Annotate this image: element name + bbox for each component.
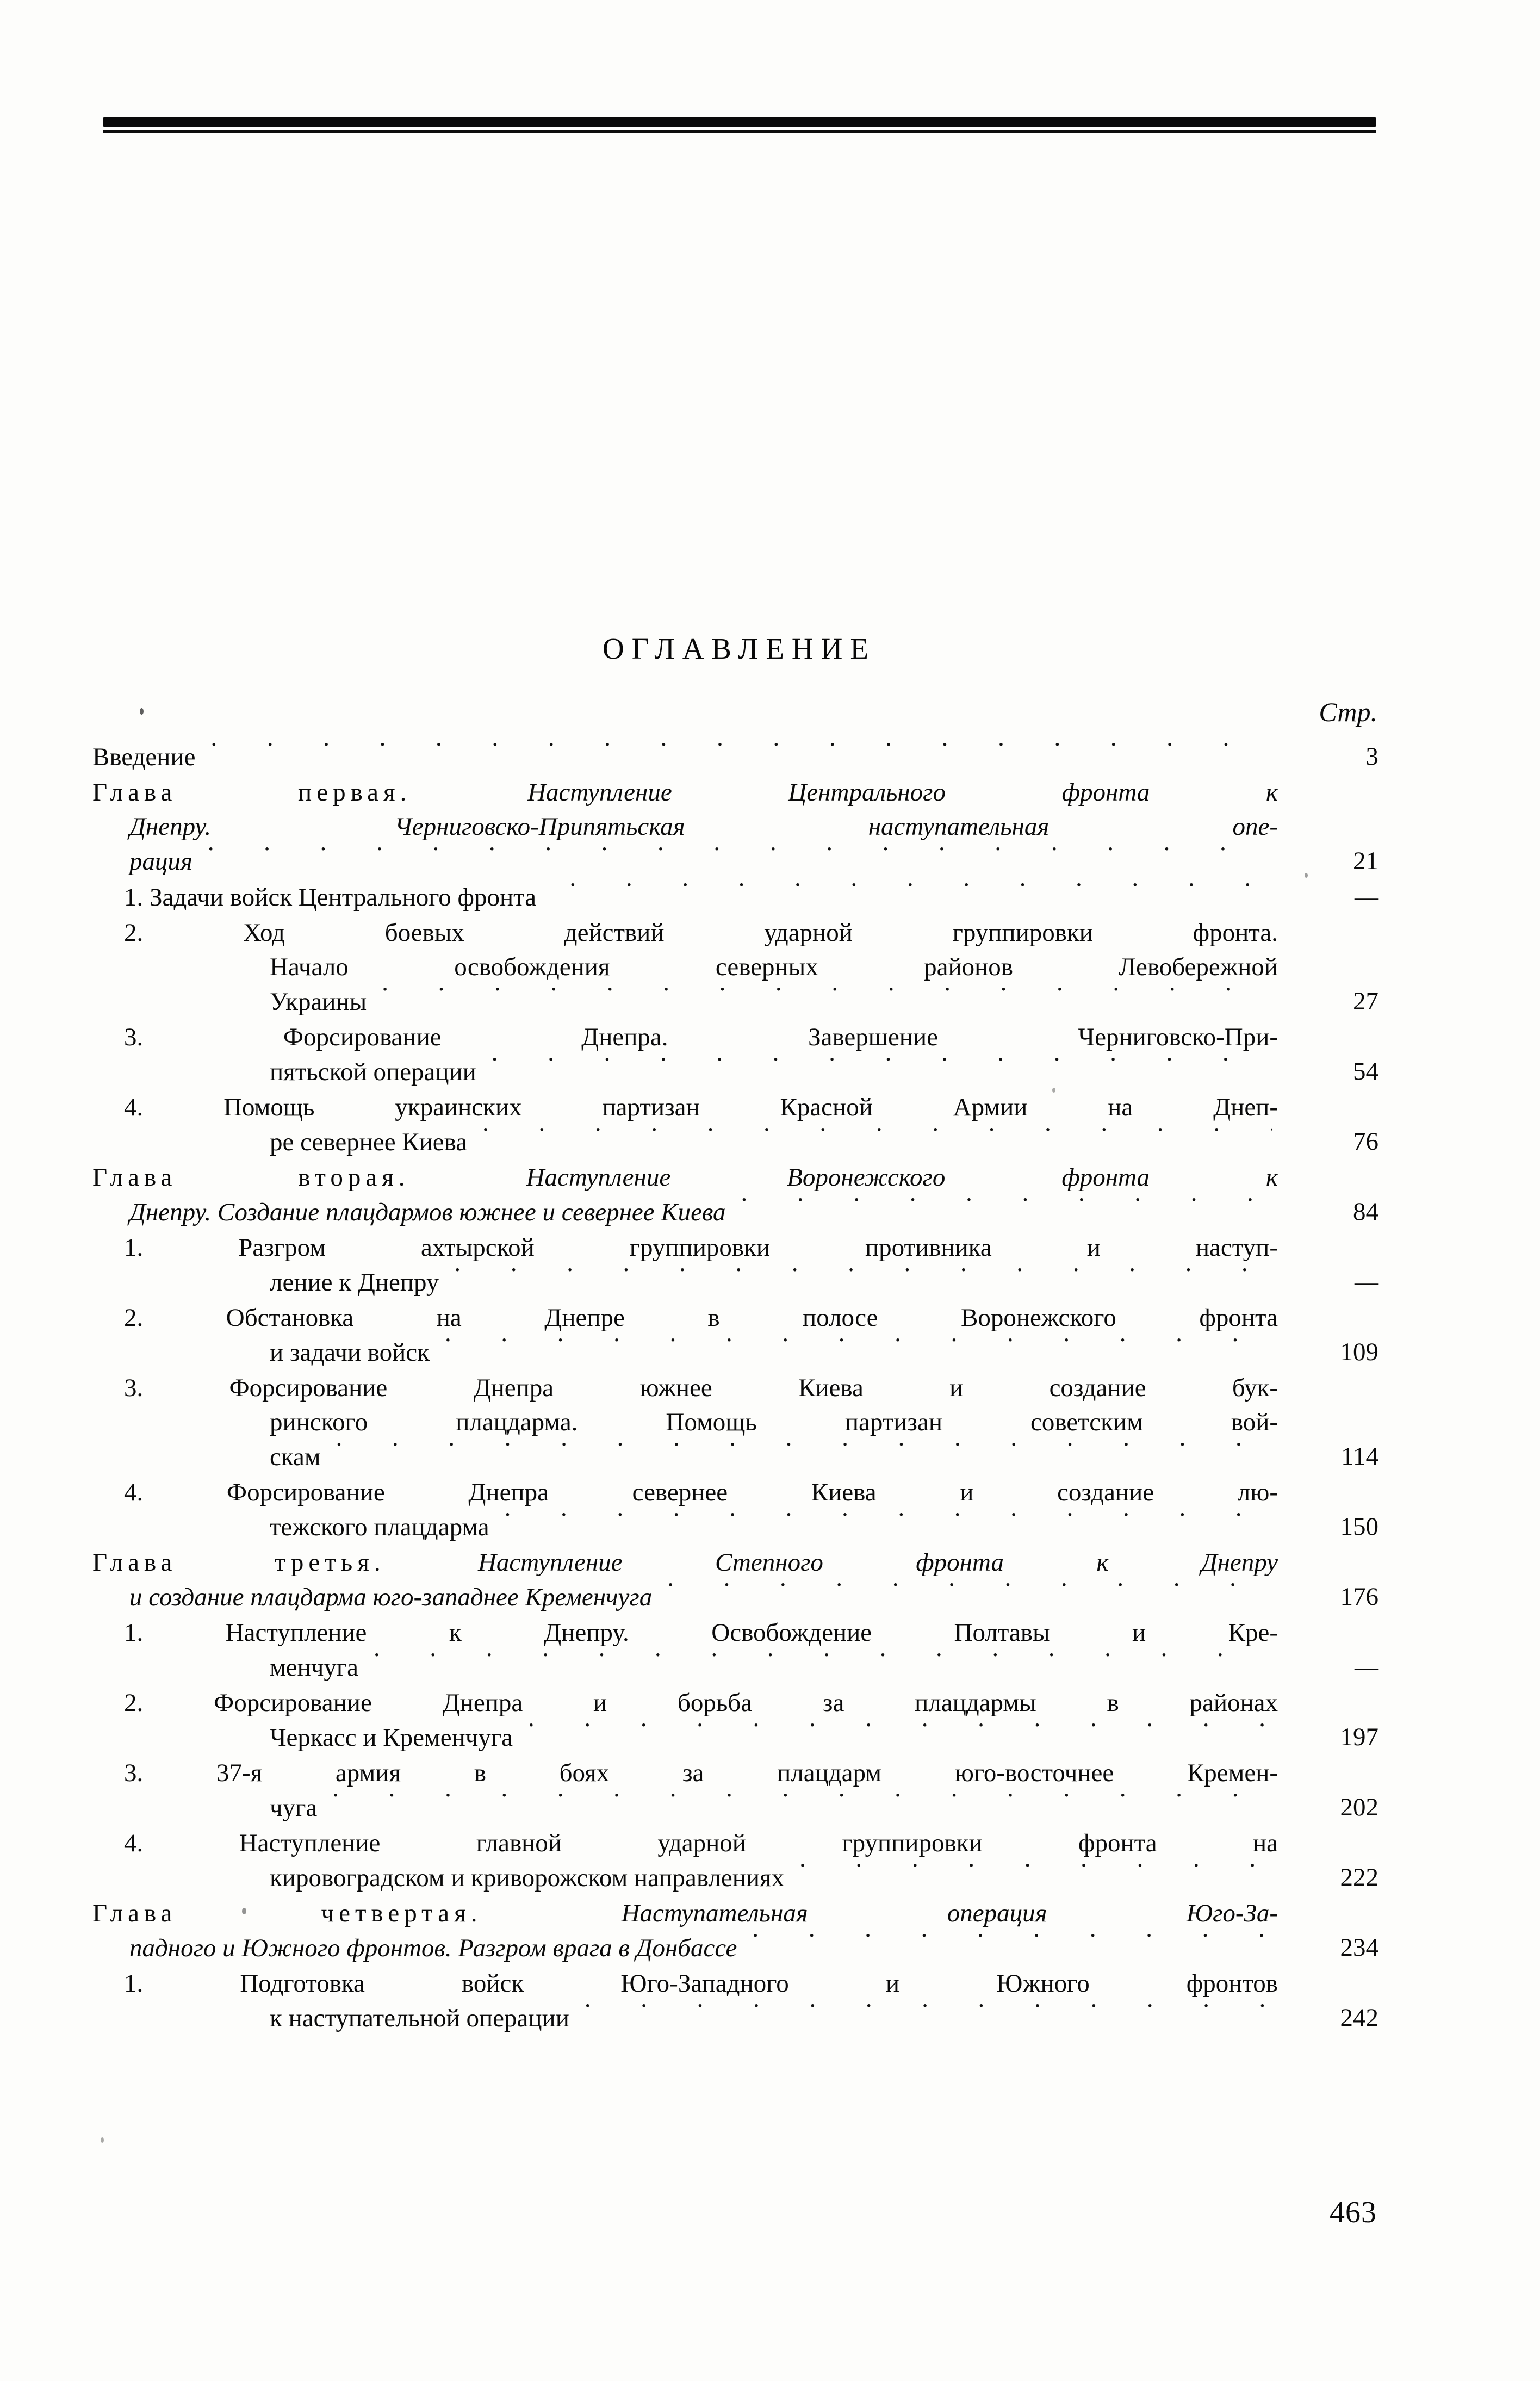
toc-entry-line: 1. Разгром ахтырской группировки противника и наступ- bbox=[124, 1233, 1278, 1262]
dot-leader bbox=[481, 1125, 1272, 1150]
toc-page-number[interactable]: 54 bbox=[1353, 1057, 1378, 1086]
rule-thin bbox=[103, 130, 1376, 133]
toc-page-number[interactable]: — bbox=[1355, 884, 1378, 910]
toc-entry-text bbox=[124, 1090, 1378, 1160]
toc-leader-row bbox=[162, 1125, 1278, 1160]
toc-page-number[interactable]: 3 bbox=[1365, 742, 1378, 771]
toc-entry-text bbox=[124, 916, 1378, 1019]
toc-entry[interactable] bbox=[92, 1616, 1378, 1685]
toc-leader-row bbox=[162, 2001, 1278, 2036]
toc-entry-label bbox=[129, 1931, 737, 1965]
dot-leader bbox=[666, 1580, 1272, 1605]
toc-entry-label: и задачи войск bbox=[270, 1338, 430, 1367]
toc-page-number[interactable]: 21 bbox=[1353, 847, 1378, 875]
toc-leader-row bbox=[162, 1335, 1278, 1370]
toc-entry-text bbox=[124, 1756, 1378, 1825]
toc-entry-line: 2. Обстановка на Днепре в полосе Воронежского фронта bbox=[124, 1304, 1278, 1332]
toc-entry-line: 2. Ход боевых действий ударной группировки фронта. bbox=[124, 919, 1278, 947]
toc-leader-row bbox=[92, 1931, 1278, 1965]
toc-entry-line: 1. Наступление к Днепру. Освобождение Полтавы и Кре- bbox=[124, 1619, 1278, 1647]
toc-entry-label: тежского плацдарма bbox=[270, 1513, 489, 1541]
toc-leader-row bbox=[162, 1055, 1278, 1089]
folio-number: 463 bbox=[1330, 2196, 1377, 2229]
toc-entry-label: менчуга bbox=[270, 1653, 359, 1682]
toc-entry-text bbox=[124, 1686, 1378, 1755]
toc-entry-text bbox=[124, 1020, 1378, 1089]
dot-leader bbox=[331, 1790, 1272, 1816]
chapter-title-part: падного и Южного фронтов. Разгром врага в Донбассе bbox=[129, 1934, 737, 1962]
toc-entry-text bbox=[124, 1231, 1378, 1300]
chapter-title-part: Наступление Воронежского фронта к bbox=[526, 1163, 1278, 1192]
toc-entry-label: кировоградском и криворожском направлениях bbox=[270, 1864, 785, 1892]
toc-entry[interactable] bbox=[92, 1967, 1378, 2036]
toc-entry-line bbox=[92, 1896, 1278, 1931]
toc-entry-line: 4. Форсирование Днепра севернее Киева и создание лю- bbox=[124, 1478, 1278, 1506]
toc-entry-label bbox=[129, 1195, 726, 1230]
toc-entry-text bbox=[124, 1967, 1378, 2036]
toc-entry[interactable] bbox=[92, 776, 1378, 879]
toc-page-number[interactable]: 27 bbox=[1353, 987, 1378, 1015]
toc-leader-row bbox=[92, 1195, 1278, 1230]
toc-entry-label bbox=[129, 1580, 652, 1615]
toc-entry-label: к наступательной операции bbox=[270, 2004, 569, 2032]
chapter-title-part: Наступление Центрального фронта к bbox=[527, 778, 1278, 807]
toc-page-number[interactable]: 84 bbox=[1353, 1198, 1378, 1226]
dot-leader bbox=[453, 1265, 1272, 1291]
toc-entry[interactable] bbox=[92, 1686, 1378, 1755]
toc-page-number[interactable]: 76 bbox=[1353, 1127, 1378, 1156]
chapter-label: Глава третья. bbox=[92, 1548, 386, 1577]
toc-page-number[interactable]: 222 bbox=[1340, 1863, 1378, 1892]
dot-leader bbox=[209, 740, 1272, 765]
toc-leader-row bbox=[162, 1790, 1278, 1825]
toc-entry-line bbox=[92, 1546, 1278, 1580]
toc-entry-label: Украины bbox=[270, 988, 367, 1016]
chapter-title-part: Днепру. Создание плацдармов южнее и севернее Киева bbox=[129, 1198, 726, 1226]
toc-entry[interactable] bbox=[92, 740, 1378, 774]
toc-page-number[interactable]: 109 bbox=[1340, 1338, 1378, 1366]
toc-entry-text bbox=[124, 880, 1378, 915]
toc-entry-line: 4. Наступление главной ударной группировки фронта на bbox=[124, 1829, 1278, 1857]
dot-leader bbox=[583, 2001, 1272, 2026]
toc-entry-text bbox=[92, 776, 1378, 879]
toc-entry-text bbox=[92, 1896, 1378, 1965]
dot-leader bbox=[798, 1861, 1272, 1886]
toc-entry-line: 3. Форсирование Днепра. Завершение Черниговско-При- bbox=[124, 1023, 1278, 1051]
toc-entry-text bbox=[92, 1161, 1378, 1230]
chapter-label: Глава первая. bbox=[92, 778, 412, 807]
toc-entry[interactable] bbox=[92, 1161, 1378, 1230]
toc-entry-label: Введение bbox=[92, 743, 196, 771]
toc-entry-label: 1. Задачи войск Центрального фронта bbox=[124, 883, 537, 912]
toc-entry[interactable] bbox=[92, 1826, 1378, 1895]
dot-leader bbox=[740, 1195, 1272, 1220]
toc-entry-list bbox=[92, 740, 1378, 2036]
chapter-title-part: Наступательная операция Юго-За- bbox=[621, 1899, 1278, 1927]
toc-leader-row bbox=[162, 1265, 1278, 1300]
toc-entry-text bbox=[124, 1826, 1378, 1895]
toc-page-number[interactable]: — bbox=[1355, 1269, 1378, 1295]
page-title: ОГЛАВЛЕНИЕ bbox=[603, 632, 876, 665]
toc-entry-line bbox=[92, 776, 1278, 810]
toc-leader-row bbox=[162, 984, 1278, 1019]
toc-page-number[interactable]: 114 bbox=[1341, 1442, 1378, 1471]
toc-entry-text bbox=[124, 1371, 1378, 1474]
toc-entry-line: Начало освобождения северных районов Левобережной bbox=[270, 953, 1278, 981]
toc-entry[interactable] bbox=[92, 1896, 1378, 1965]
toc-entry-line: ринского плацдарма. Помощь партизан советским вой- bbox=[270, 1408, 1278, 1436]
toc-entry-line: 4. Помощь украинских партизан Красной Армии на Днеп- bbox=[124, 1093, 1278, 1121]
rule-thick bbox=[103, 117, 1376, 127]
toc-entry-text bbox=[124, 1301, 1378, 1370]
toc-entry[interactable] bbox=[92, 1090, 1378, 1160]
chapter-label: Глава вторая. bbox=[92, 1163, 410, 1192]
toc-entry-label: ре севернее Киева bbox=[270, 1128, 468, 1156]
toc-entry-text bbox=[92, 740, 1378, 774]
toc-entry[interactable] bbox=[92, 1231, 1378, 1300]
toc-leader-row bbox=[92, 844, 1278, 879]
toc-page-number[interactable]: 176 bbox=[1340, 1583, 1378, 1611]
toc-page-number[interactable]: 197 bbox=[1340, 1723, 1378, 1751]
toc-leader-row bbox=[162, 1861, 1278, 1895]
toc-page-number[interactable]: 150 bbox=[1340, 1512, 1378, 1541]
toc-leader-row bbox=[162, 1510, 1278, 1545]
chapter-title-part: рация bbox=[129, 847, 192, 876]
toc-page-number[interactable]: 234 bbox=[1340, 1933, 1378, 1962]
dot-leader bbox=[335, 1440, 1272, 1465]
chapter-title-part: и создание плацдарма юго-западнее Кременчуга bbox=[129, 1583, 653, 1611]
toc-entry[interactable] bbox=[92, 1475, 1378, 1545]
chapter-title-part: Наступление Степного фронта к Днепру bbox=[477, 1548, 1278, 1577]
toc-entry[interactable] bbox=[92, 880, 1378, 915]
dot-leader bbox=[504, 1510, 1272, 1535]
chapter-title-part: Днепру. Черниговско-Припятьская наступательная опе- bbox=[129, 813, 1278, 841]
dot-leader bbox=[372, 1650, 1272, 1676]
toc-entry-label: чуга bbox=[270, 1794, 318, 1822]
toc-entry-label: пятьской операции bbox=[270, 1058, 476, 1086]
table-of-contents bbox=[92, 634, 1378, 2037]
toc-leader-row bbox=[162, 1720, 1278, 1755]
toc-leader-row bbox=[162, 1650, 1278, 1685]
toc-entry-line: 2. Форсирование Днепра и борьба за плацдармы в районах bbox=[124, 1689, 1278, 1717]
toc-leader-row bbox=[124, 880, 1278, 915]
toc-page-number[interactable]: 202 bbox=[1340, 1793, 1378, 1821]
scan-speck bbox=[101, 2137, 104, 2143]
dot-leader bbox=[444, 1335, 1272, 1361]
toc-entry-line: 3. Форсирование Днепра южнее Киева и создание бук- bbox=[124, 1374, 1278, 1402]
page-column-header: Стр. bbox=[1319, 697, 1377, 727]
dot-leader bbox=[751, 1931, 1272, 1956]
toc-entry-line bbox=[92, 810, 1278, 844]
toc-entry[interactable] bbox=[92, 1301, 1378, 1370]
toc-entry-line bbox=[92, 1161, 1278, 1195]
dot-leader bbox=[207, 844, 1272, 870]
top-double-rule bbox=[103, 117, 1376, 133]
toc-entry-label: скам bbox=[270, 1443, 321, 1471]
toc-entry-text bbox=[92, 1546, 1378, 1615]
dot-leader bbox=[381, 984, 1272, 1010]
dot-leader bbox=[550, 880, 1272, 906]
chapter-label: Глава четвертая. bbox=[92, 1899, 482, 1927]
dot-leader bbox=[490, 1055, 1272, 1080]
toc-entry[interactable] bbox=[92, 1020, 1378, 1089]
toc-entry-label: ление к Днепру bbox=[270, 1268, 439, 1297]
toc-leader-row bbox=[92, 740, 1278, 774]
toc-entry-line: 3. 37-я армия в боях за плацдарм юго-восточнее Кремен- bbox=[124, 1759, 1278, 1787]
toc-entry[interactable] bbox=[92, 1546, 1378, 1615]
toc-entry-label: Черкасс и Кременчуга bbox=[270, 1723, 513, 1752]
toc-page-number[interactable]: 242 bbox=[1340, 2004, 1378, 2032]
toc-page-number[interactable]: — bbox=[1355, 1654, 1378, 1681]
toc-entry[interactable] bbox=[92, 1756, 1378, 1825]
toc-entry-text bbox=[124, 1616, 1378, 1685]
toc-leader-row bbox=[92, 1580, 1278, 1615]
dot-leader bbox=[527, 1720, 1272, 1746]
toc-entry-text bbox=[124, 1475, 1378, 1545]
toc-entry[interactable] bbox=[92, 1371, 1378, 1474]
toc-entry-label bbox=[129, 845, 192, 879]
toc-leader-row bbox=[162, 1440, 1278, 1474]
toc-entry-line: 1. Подготовка войск Юго-Западного и Южного фронтов bbox=[124, 1969, 1278, 1998]
toc-entry[interactable] bbox=[92, 916, 1378, 1019]
